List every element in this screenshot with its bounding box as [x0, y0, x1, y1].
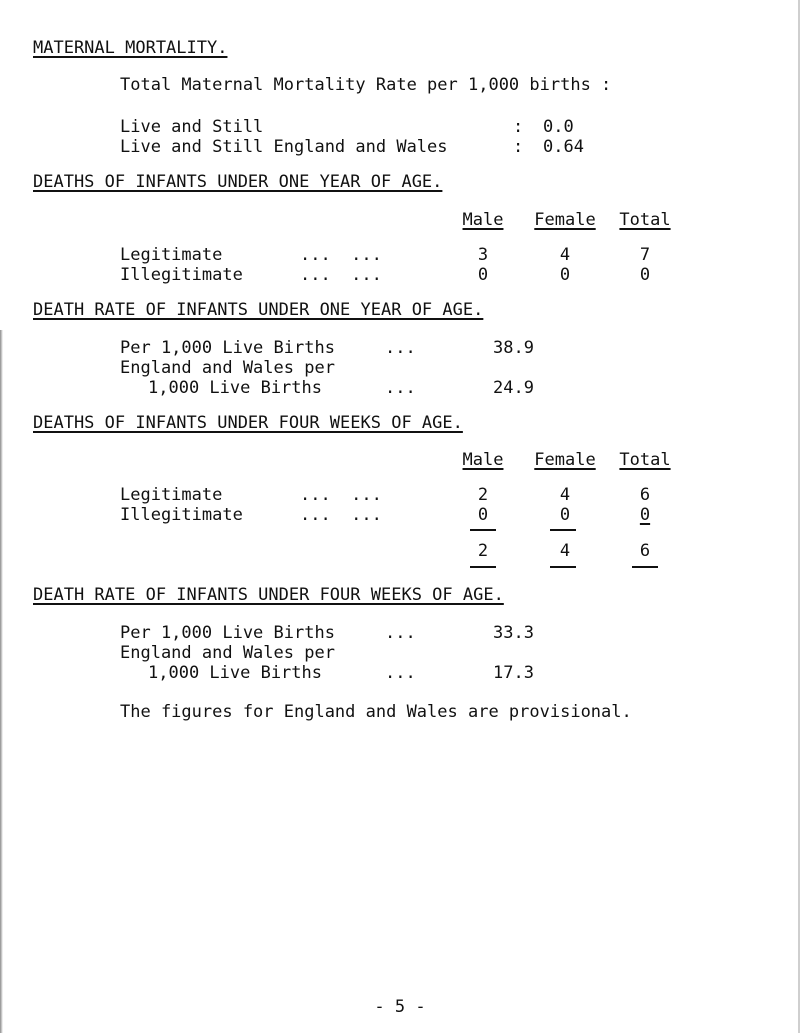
rate-weeks-line2-label: England and Wales per — [120, 643, 335, 663]
table-row-label: Illegitimate — [120, 265, 243, 285]
table-row-dots: ... ... — [300, 505, 382, 525]
maternal-rate-title: Total Maternal Mortality Rate per 1,000 births : — [120, 75, 612, 95]
table-row-label: Illegitimate — [120, 505, 243, 525]
rate-year-line1-dots: ... — [385, 338, 416, 358]
column-header-female: Female — [534, 210, 596, 230]
table-cell-total: 6 — [639, 485, 651, 505]
total-cell-female: 4 — [559, 541, 571, 561]
rate-weeks-line1-value: 33.3 — [493, 623, 534, 643]
table-cell-female: 4 — [559, 245, 571, 265]
rate-year-line3-dots: ... — [385, 378, 416, 398]
rate-year-line2-label: England and Wales per — [120, 358, 335, 378]
table-cell-female: 0 — [559, 505, 571, 525]
rate-weeks-line1-dots: ... — [385, 623, 416, 643]
table-cell-total: 0 — [639, 265, 651, 285]
rate-weeks-line3-value: 17.3 — [493, 663, 534, 683]
table-row-dots: ... ... — [300, 265, 382, 285]
infants-year-heading: DEATHS OF INFANTS UNDER ONE YEAR OF AGE. — [33, 172, 443, 192]
maternal-row-label: Live and Still England and Wales — [120, 137, 448, 157]
column-header-male: Male — [462, 450, 504, 470]
column-header-total: Total — [619, 210, 671, 230]
footnote: The figures for England and Wales are provisional. — [120, 702, 632, 722]
rate-year-heading: DEATH RATE OF INFANTS UNDER ONE YEAR OF AGE. — [33, 300, 484, 320]
total-rule-female — [550, 566, 576, 568]
infants-weeks-heading: DEATHS OF INFANTS UNDER FOUR WEEKS OF AGE. — [33, 413, 463, 433]
rate-year-line3-label: 1,000 Live Births — [148, 378, 322, 398]
table-cell-total: 0 — [639, 505, 651, 525]
total-cell-total: 6 — [639, 541, 651, 561]
table-cell-male: 0 — [477, 265, 489, 285]
total-rule-male — [470, 566, 496, 568]
sum-rule-male — [470, 529, 496, 531]
rate-year-line1-value: 38.9 — [493, 338, 534, 358]
rate-weeks-line3-dots: ... — [385, 663, 416, 683]
sum-rule-female — [550, 529, 576, 531]
maternal-row-value: 0.64 — [543, 137, 584, 157]
rate-weeks-line1-label: Per 1,000 Live Births — [120, 623, 335, 643]
rate-weeks-heading: DEATH RATE OF INFANTS UNDER FOUR WEEKS OF AGE. — [33, 585, 504, 605]
maternal-row-value: 0.0 — [543, 117, 574, 137]
table-cell-male: 3 — [477, 245, 489, 265]
column-header-total: Total — [619, 450, 671, 470]
rate-weeks-line3-label: 1,000 Live Births — [148, 663, 322, 683]
table-cell-male: 0 — [477, 505, 489, 525]
column-header-male: Male — [462, 210, 504, 230]
table-cell-total: 7 — [639, 245, 651, 265]
maternal-row-sep: : — [513, 137, 524, 157]
total-cell-male: 2 — [477, 541, 489, 561]
maternal-row-label: Live and Still — [120, 117, 264, 137]
page-number: - 5 - — [374, 997, 426, 1017]
table-cell-female: 4 — [559, 485, 571, 505]
column-header-female: Female — [534, 450, 596, 470]
table-cell-female: 0 — [559, 265, 571, 285]
table-row-label: Legitimate — [120, 245, 223, 265]
maternal-row-sep: : — [513, 117, 524, 137]
total-rule-total — [632, 566, 658, 568]
rate-year-line3-value: 24.9 — [493, 378, 534, 398]
page-edge-left — [0, 330, 3, 1033]
maternal-heading: MATERNAL MORTALITY. — [33, 38, 228, 58]
rate-year-line1-label: Per 1,000 Live Births — [120, 338, 335, 358]
table-cell-male: 2 — [477, 485, 489, 505]
table-row-label: Legitimate — [120, 485, 223, 505]
table-row-dots: ... ... — [300, 245, 382, 265]
table-row-dots: ... ... — [300, 485, 382, 505]
